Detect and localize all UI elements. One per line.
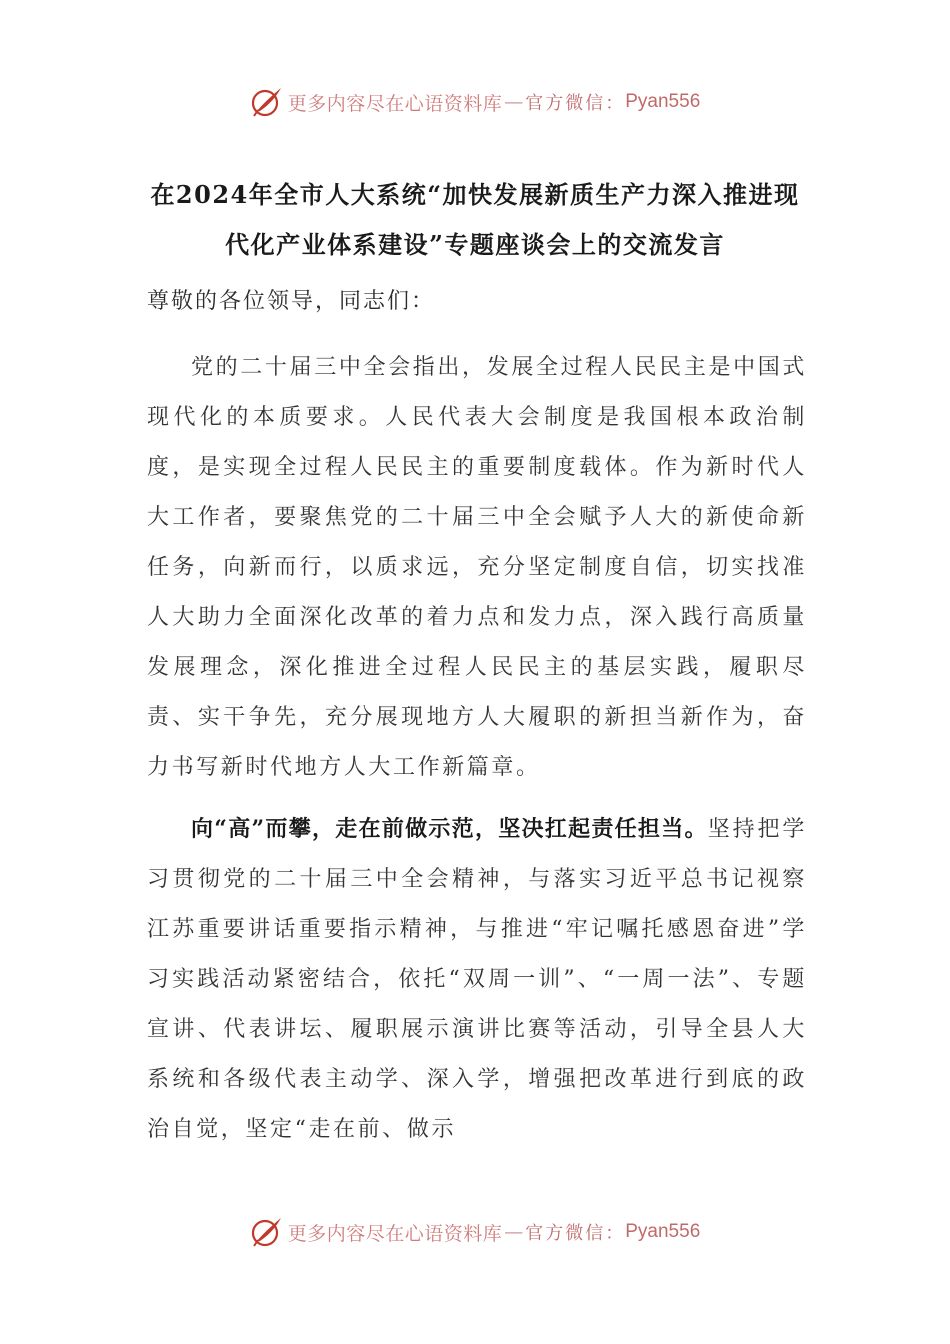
- salutation: 尊敬的各位领导，同志们：: [147, 289, 436, 314]
- banner-brand-text: 更多内容尽在心语资料库: [287, 92, 503, 115]
- banner-separator: —: [504, 91, 524, 113]
- document-title: [140, 170, 810, 270]
- banner-wechat-id: Pyan556: [625, 1221, 701, 1242]
- banner-separator: —: [504, 1221, 524, 1243]
- banner-wechat-id: Pyan556: [625, 91, 701, 112]
- header-banner: [0, 80, 950, 124]
- paragraph-2-heading: 向“高”而攀，走在前做示范，坚决扛起责任担当。: [191, 816, 708, 842]
- paragraph-2: [147, 804, 807, 1155]
- banner-brand-text: 更多内容尽在心语资料库: [287, 1222, 503, 1245]
- footer-banner: [0, 1210, 950, 1254]
- paragraph-2-body: 坚持把学习贯彻党的二十届三中全会精神，与落实习近平总书记视察江苏重要讲话重要指示精神，与推进“牢记嘱托感恩奋进”学习实践活动紧密结合，依托“双周一训”、“一周一法”、专题宣讲、代表讲坛、履职展示演讲比赛等活动，引导全县人大系统和各级代表主动学、深入学，增强把改革进行到底的政治自觉，坚定“走在前、做示: [147, 817, 808, 1142]
- banner-wechat-label: 官方微信：: [525, 93, 626, 114]
- title-line-1: 在2024年全市人大系统“加快发展新质生产力深入推进现: [150, 180, 800, 209]
- title-line-2: 代化产业体系建设”专题座谈会上的交流发言: [225, 230, 725, 259]
- quill-logo-icon: [250, 85, 284, 119]
- banner-wechat-label: 官方微信：: [525, 1223, 626, 1244]
- quill-logo-icon: [250, 1215, 284, 1249]
- paragraph-1: 党的二十届三中全会指出，发展全过程人民民主是中国式现代化的本质要求。人民代表大会制度是我国根本政治制度，是实现全过程人民民主的重要制度载体。作为新时代人大工作者，要聚焦党的二十届三中全会赋予人大的新使命新任务，向新而行，以质求远，充分坚定制度自信，切实找准人大助力全面深化改革的着力点和发力点，深入践行高质量发展理念，深化推进全过程人民民主的基层实践，履职尽责、实干争先，充分展现地方人大履职的新担当新作为，奋力书写新时代地方人大工作新篇章。: [147, 355, 807, 780]
